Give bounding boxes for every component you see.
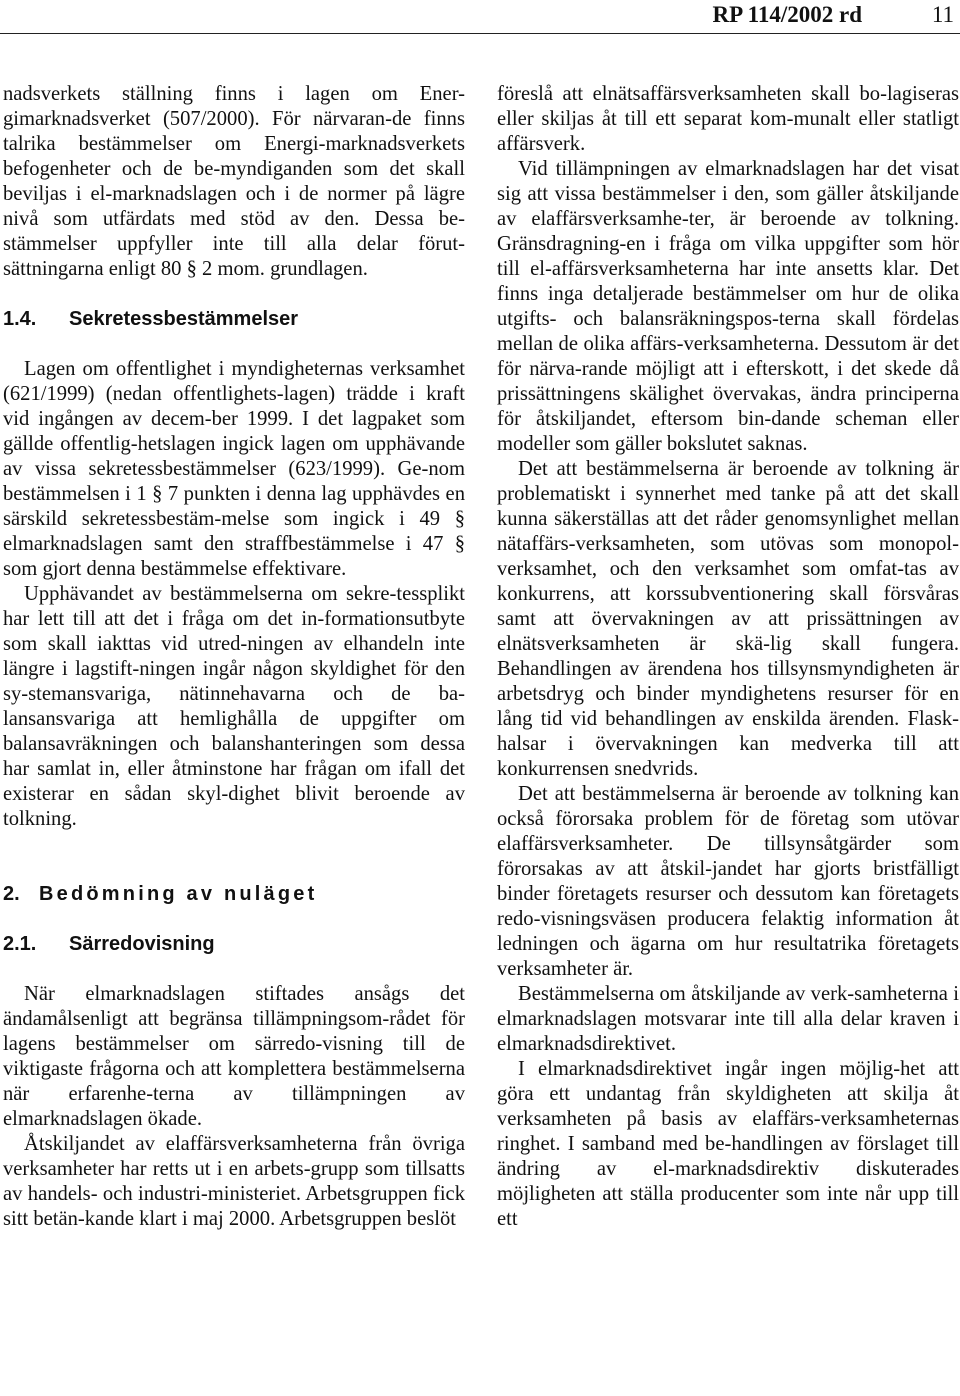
chapter-heading-2 (3, 882, 465, 907)
paragraph: Det att bestämmelserna är beroende av tolkning är problematiskt i synnerhet med tanke på att det skall kunna säkerställas att det råder genomsynlighet mellan nätaffärs-verksamheten, som utövas som monopol-verksamhet, och den verksamhet som omfat-tas av konkurrens, att korssubventionering skall försvåras samt att övervakningen av att prissättningen av elnätsverksamheten är skä-lig skall fungera. Behandlingen av ärendena hos tillsynsmyndigheten är arbetsdryg och binder myndighetens resurser för en lång tid vid behandlingen av enskilda ärenden. Flask-halsar i övervakningen kan medverka till att konkurrensen snedvrids. (497, 458, 959, 780)
left-column (3, 82, 465, 1232)
paragraph: I elmarknadsdirektivet ingår ingen möjlig-het att göra ett undantag från skyldigheten att skilja åt verksamheten på basis av elaffärs-verksamheternas ringhet. I samband med be-handlingen av förslaget till ändring av el-marknadsdirektiv diskuterades möjligheten att ställa producenter som inte når upp till ett (497, 1058, 959, 1230)
right-column (497, 82, 959, 1232)
paragraph: När elmarknadslagen stiftades ansågs det ändamålsenligt att begränsa tillämpningsom-rådet för lagens bestämmelser om särredo-visning till de viktigaste frågorna och att komplettera bestämmelserna när erfarenhe-terna av tillämpningen av elmarknadslagen ökade. (3, 983, 465, 1130)
page-header (0, 0, 960, 34)
chapter-title: Bedömning av nuläget (39, 883, 318, 905)
paragraph: Det att bestämmelserna är beroende av tolkning kan också förorsaka problem för de företag som utövar elaffärsverksamheter. De tillsynsåtgärder som förorsakas av att åtskil-jandet har gjorts bristfälligt binder företagets resurser och dessutom kan företagets redo-visningsväsen producera felaktig information åt ledningen och ägarna om hur resultatrika företagets verksamheter är. (497, 783, 959, 980)
document-reference: RP 114/2002 rd (712, 2, 862, 27)
section-heading-1-4 (3, 307, 465, 332)
paragraph: nadsverkets ställning finns i lagen om Ener-gimarknadsverket (507/2000). För närvaran-de finns talrika bestämmelser om Energi-marknadsverkets befogenheter och de be-myndiganden som det skall beviljas i el-marknadslagen och i de normer på lägre nivå som utfärdats med stöd av den. Dessa be-stämmelser uppfyller inte till alla delar förut-sättningarna enligt 80 § 2 mom. grundlagen. (3, 83, 465, 280)
paragraph: Åtskiljandet av elaffärsverksamheterna från övriga verksamheter har retts ut i en arbets-grupp som tillsatts av handels- och industri-ministeriet. Arbetsgruppen fick sitt betän-kande klart i maj 2000. Arbetsgruppen beslöt (3, 1133, 465, 1230)
paragraph: Lagen om offentlighet i myndigheternas verksamhet (621/1999) (nedan offentlighets-lagen) trädde i kraft vid ingången av decem-ber 1999. I det lagpaket som gällde offentlig-hetslagen ingick lagen om upphävande av vissa sekretessbestämmelser (623/1999). Ge-nom bestämmelsen i 1 § 7 punkten i denna lag upphävdes en särskild sekretessbestäm-melse som ingick i 49 § elmarknadslagen samt den straffbestämmelse i 47 § som gjort denna bestämmelse effektivare. (3, 358, 465, 580)
paragraph: Upphävandet av bestämmelserna om sekre-tessplikt har lett till att det i fråga om det in-formationsutbyte som skall iakttas vid utred-ningen av elhandeln inte längre i lagstift-ningen ingår någon skyldighet för den sy-stemansvariga, nätinnehavarna och de ba-lansansvariga att hemlighålla de uppgifter om balansavräkningen och balanshanteringen som dessa har samlat in, eller åtminstone har frågan om ifall det existerar en sådan skyl-dighet blivit beroende av tolkning. (3, 583, 465, 830)
paragraph: föreslå att elnätsaffärsverksamheten skall bo-lagiseras eller skiljas åt till ett separat kom-munalt eller statligt affärsverk. (497, 83, 959, 155)
paragraph: Vid tillämpningen av elmarknadslagen har det visat sig att vissa bestämmelser i den, som gäller åtskiljande av elaffärsverksamhe-ter, är beroende av tolkning. Gränsdragning-en i fråga om vilka uppgifter som hör till el-affärsverksamheterna har inte ansetts klar. Det finns inga detaljerade bestämmelser om hur de olika utgifts- och balansräkningspos-terna skall fördelas mellan de olika affärs-verksamheterna. Dessutom är det för närva-rande möjligt att i efterskott, i det skede då prissättningens skälighet övervakas, ändra principerna för åtskiljandet, eftersom bin-dande scheman eller modeller som gäller bokslutet saknas. (497, 158, 959, 455)
section-number: 2.1. (3, 933, 37, 955)
chapter-number: 2. (3, 883, 20, 905)
section-number: 1.4. (3, 308, 37, 330)
page-number: 11 (931, 2, 954, 27)
section-title: Sekretessbestämmelser (69, 308, 299, 330)
section-heading-2-1 (3, 932, 465, 957)
section-title: Särredovisning (69, 933, 215, 955)
paragraph: Bestämmelserna om åtskiljande av verk-samheterna i elmarknadslagen motsvarar inte till alla delar kraven i elmarknadsdirektivet. (497, 983, 959, 1055)
